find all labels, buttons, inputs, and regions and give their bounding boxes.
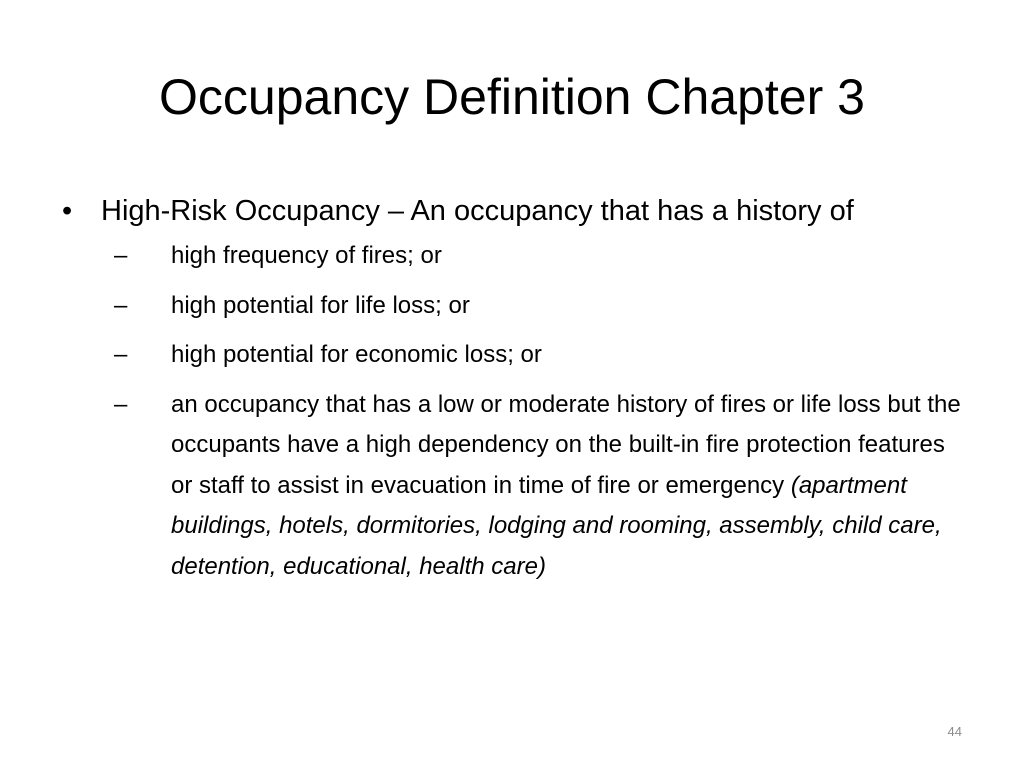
sub-item-text: an occupancy that has a low or moderate history of fires or life loss but the occupants have a high dependency on the built-in fire protection features or staff to assist in evacuation in time of fire or emergency xyxy=(171,390,961,499)
dash-icon: – xyxy=(114,390,128,418)
sub-item-text: high frequency of fires; or xyxy=(171,242,442,269)
dash-icon: – xyxy=(114,291,128,319)
bullet-icon: • xyxy=(62,195,73,227)
sub-item-text: high potential for economic loss; or xyxy=(171,341,542,368)
sub-item-examples: (apartment buildings, hotels, dormitories, lodging and rooming, assembly, child care, detention, educational, health care) xyxy=(171,471,942,580)
main-bullet xyxy=(62,191,972,232)
dash-icon: – xyxy=(114,341,128,368)
main-bullet-text: High-Risk Occupancy – An occupancy that has a history of xyxy=(101,195,854,227)
slide-body xyxy=(62,191,972,596)
dash-icon: – xyxy=(114,242,128,269)
slide-title: Occupancy Definition Chapter 3 xyxy=(159,69,865,125)
sub-item-text: high potential for life loss; or xyxy=(171,291,470,319)
sub-item-life-loss xyxy=(62,286,972,327)
sub-item-fires xyxy=(62,236,972,277)
page-number: 44 xyxy=(947,724,962,739)
sub-item-economic-loss xyxy=(62,335,972,376)
sub-list xyxy=(62,236,972,587)
sub-item-dependency xyxy=(62,385,972,588)
